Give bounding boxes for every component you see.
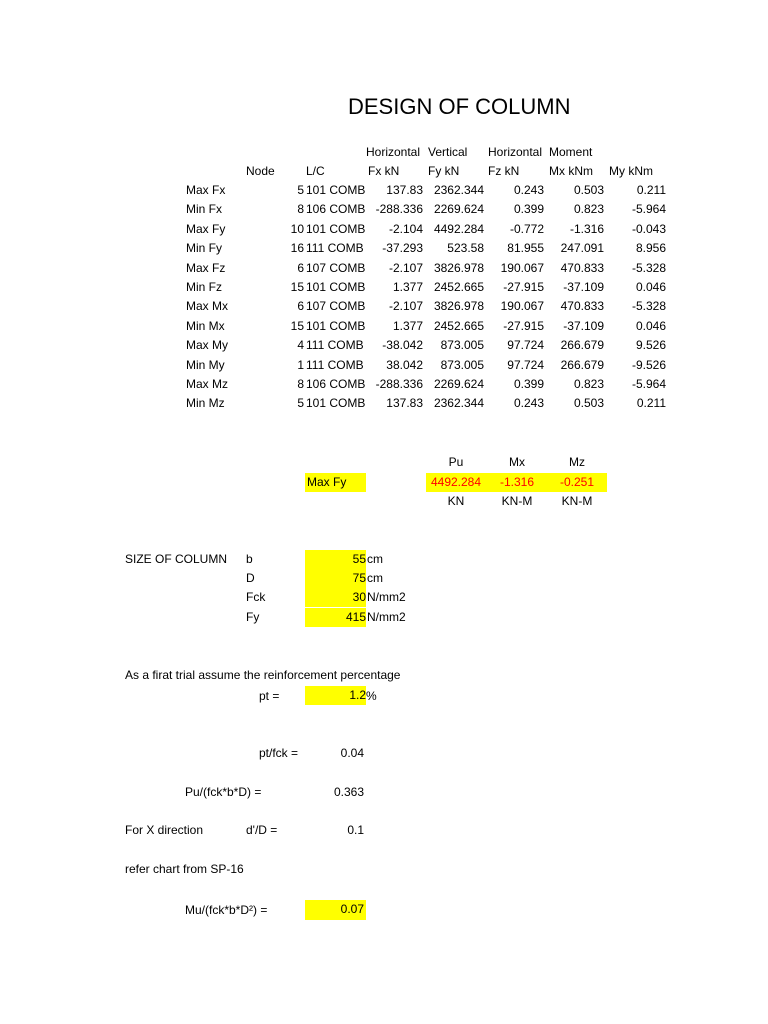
pt-fck-label: pt/fck = [259, 746, 299, 760]
header-group-horizontal: Horizontal [366, 145, 421, 159]
cell-my: 0.211 [636, 183, 666, 197]
cell-mx: 266.679 [560, 338, 604, 353]
size-heading: SIZE OF COLUMN [125, 552, 228, 566]
pt-unit: % [366, 689, 377, 703]
cell-node: 5 [297, 396, 304, 411]
cell-fy: 2452.665 [433, 280, 484, 294]
table-row [0, 356, 768, 375]
cell-fz: 0.399 [513, 377, 544, 391]
cell-fx: 1.377 [392, 280, 423, 294]
col-fy-header: Fy kN [428, 164, 460, 178]
cell-fy: 2269.624 [433, 377, 484, 391]
b-value: 55 [305, 550, 366, 569]
cell-fz: 0.243 [513, 183, 544, 197]
fck-unit: N/mm2 [367, 590, 406, 604]
cell-lc: 101 COMB [306, 396, 366, 411]
mx-unit: KN-M [501, 494, 533, 508]
mx-value: -1.316 [499, 475, 535, 489]
cell-fx: 137.83 [386, 396, 423, 411]
cell-fy: 2269.624 [433, 202, 484, 217]
fck-value: 30 [305, 588, 366, 607]
table-row [0, 336, 768, 355]
pu-header: Pu [448, 455, 464, 469]
page-title: DESIGN OF COLUMN [348, 94, 571, 119]
d-value: 75 [305, 569, 366, 588]
pu-ratio-label: Pu/(fck*b*D) = [185, 785, 262, 799]
cell-lc: 101 COMB [306, 221, 366, 236]
cell-fx: -288.336 [375, 202, 423, 217]
cell-fz: -27.915 [503, 280, 544, 294]
cell-lc: 107 COMB [306, 260, 366, 275]
cell-fz: 97.724 [507, 338, 544, 353]
table-row [0, 259, 768, 278]
cell-node: 4 [297, 338, 304, 353]
mx-header: Mx [509, 455, 525, 469]
cell-fx: 137.83 [386, 183, 423, 197]
table-row [0, 220, 768, 239]
cell-fx: 38.042 [386, 357, 423, 372]
mu-ratio-value: 0.07 [305, 900, 366, 920]
cell-mx: -37.109 [563, 318, 604, 333]
cell-fy: 523.58 [447, 241, 484, 256]
cell-lc: 101 COMB [306, 280, 366, 294]
table-row [0, 375, 768, 394]
cell-lc: 106 COMB [306, 202, 366, 217]
cell-fx: 1.377 [392, 318, 423, 333]
col-mx-header: Mx kNm [549, 164, 593, 178]
cell-node: 8 [297, 377, 304, 391]
cell-fz: 190.067 [500, 299, 544, 314]
cell-my: 0.211 [636, 396, 666, 411]
fck-label: Fck [246, 590, 266, 604]
cell-node: 6 [297, 260, 304, 275]
cell-lc: 111 COMB [306, 338, 364, 353]
table-row [0, 181, 768, 200]
cell-fy: 2452.665 [433, 318, 484, 333]
cell-lc: 107 COMB [306, 299, 366, 314]
cell-my: 0.046 [635, 280, 666, 294]
fy-label: Fy [246, 610, 260, 624]
fy-unit: N/mm2 [367, 610, 406, 624]
cell-fz: -0.772 [509, 221, 544, 236]
mz-header: Mz [569, 455, 585, 469]
cell-node: 8 [297, 202, 304, 217]
table-row [0, 239, 768, 258]
cell-mx: 0.503 [573, 183, 604, 197]
b-unit: cm [367, 552, 383, 566]
cell-lc: 106 COMB [306, 377, 366, 391]
mz-unit: KN-M [561, 494, 593, 508]
cell-node: 5 [297, 183, 304, 197]
pu-unit: KN [447, 494, 465, 508]
cell-label: Min My [186, 357, 225, 372]
cell-my: 8.956 [635, 241, 666, 256]
table-row [0, 394, 768, 413]
cell-fx: -37.293 [382, 241, 423, 256]
cell-fz: 97.724 [507, 357, 544, 372]
trial-text: As a firat trial assume the reinforcement percentage [125, 668, 401, 682]
cell-mx: 470.833 [560, 260, 604, 275]
cell-label: Min Fy [186, 241, 222, 256]
col-fx-header: Fx kN [368, 164, 400, 178]
cell-node: 6 [297, 299, 304, 314]
cell-fz: 81.955 [507, 241, 544, 256]
pu-ratio-value: 0.363 [333, 785, 364, 799]
pu-value: 4492.284 [430, 475, 482, 489]
cell-mx: 247.091 [560, 241, 604, 256]
fy-value: 415 [305, 608, 366, 627]
pt-value: 1.2 [305, 686, 366, 705]
header-group-horizontal-2: Horizontal [488, 145, 543, 159]
cell-mx: -37.109 [563, 280, 604, 294]
cell-fy: 3826.978 [433, 299, 484, 314]
cell-node: 1 [297, 357, 304, 372]
d-label: D [246, 571, 255, 585]
cell-label: Max Fz [186, 260, 226, 275]
cell-label: Min Fz [186, 280, 222, 294]
cell-my: -5.964 [631, 202, 666, 217]
cell-label: Min Fx [186, 202, 222, 217]
d-ratio-label: d'/D = [246, 823, 278, 837]
cell-fz: -27.915 [503, 318, 544, 333]
cell-my: -5.964 [631, 377, 666, 391]
cell-label: Max Fx [186, 183, 226, 197]
d-unit: cm [367, 571, 383, 585]
cell-lc: 101 COMB [306, 183, 366, 197]
cell-mx: 0.823 [573, 377, 604, 391]
cell-fx: -2.104 [388, 221, 423, 236]
d-ratio-value: 0.1 [347, 823, 364, 837]
cell-node: 16 [290, 241, 304, 256]
cell-label: Max My [186, 338, 228, 353]
cell-fy: 873.005 [440, 357, 484, 372]
cell-fy: 4492.284 [433, 221, 484, 236]
cell-fx: -2.107 [388, 299, 423, 314]
header-group-moment: Moment [549, 145, 593, 159]
cell-node: 15 [290, 318, 304, 333]
cell-fy: 2362.344 [433, 396, 484, 411]
cell-my: -5.328 [631, 260, 666, 275]
cell-fx: -2.107 [388, 260, 423, 275]
col-node-header: Node [246, 164, 275, 178]
cell-mx: 266.679 [560, 357, 604, 372]
table-row [0, 278, 768, 297]
b-label: b [246, 552, 253, 566]
cell-label: Min Mx [186, 318, 225, 333]
table-row [0, 200, 768, 219]
x-direction-label: For X direction [125, 823, 204, 837]
cell-lc: 111 COMB [306, 241, 364, 256]
cell-fx: -288.336 [375, 377, 423, 391]
cell-fz: 190.067 [500, 260, 544, 275]
cell-fy: 2362.344 [433, 183, 484, 197]
cell-fz: 0.399 [513, 202, 544, 217]
cell-node: 10 [290, 221, 304, 236]
cell-label: Min Mz [186, 396, 225, 411]
cell-lc: 101 COMB [306, 318, 366, 333]
cell-my: 9.526 [635, 338, 666, 353]
col-lc-header: L/C [306, 164, 325, 178]
cell-lc: 111 COMB [306, 357, 364, 372]
cell-fx: -38.042 [382, 338, 423, 353]
cell-my: -9.526 [631, 357, 666, 372]
header-group-vertical: Vertical [428, 145, 468, 159]
cell-my: 0.046 [635, 318, 666, 333]
pt-label: pt = [259, 689, 280, 703]
cell-node: 15 [290, 280, 304, 294]
cell-fy: 873.005 [440, 338, 484, 353]
table-row [0, 297, 768, 316]
cell-mx: -1.316 [569, 221, 604, 236]
mu-ratio-label: Mu/(fck*b*D²) = [185, 903, 268, 917]
col-fz-header: Fz kN [488, 164, 520, 178]
cell-label: Max Mx [186, 299, 228, 314]
cell-label: Max Fy [186, 221, 226, 236]
refer-chart-text: refer chart from SP-16 [125, 862, 244, 876]
cell-fy: 3826.978 [433, 260, 484, 275]
table-row [0, 317, 768, 336]
cell-fz: 0.243 [513, 396, 544, 411]
cell-mx: 0.823 [573, 202, 604, 217]
mz-value: -0.251 [559, 475, 595, 489]
cell-my: -0.043 [631, 221, 666, 236]
col-my-header: My kNm [609, 164, 653, 178]
selected-case-label: Max Fy [305, 473, 366, 492]
cell-mx: 470.833 [560, 299, 604, 314]
cell-mx: 0.503 [573, 396, 604, 411]
cell-my: -5.328 [631, 299, 666, 314]
pt-fck-value: 0.04 [340, 746, 364, 760]
cell-label: Max Mz [186, 377, 228, 391]
